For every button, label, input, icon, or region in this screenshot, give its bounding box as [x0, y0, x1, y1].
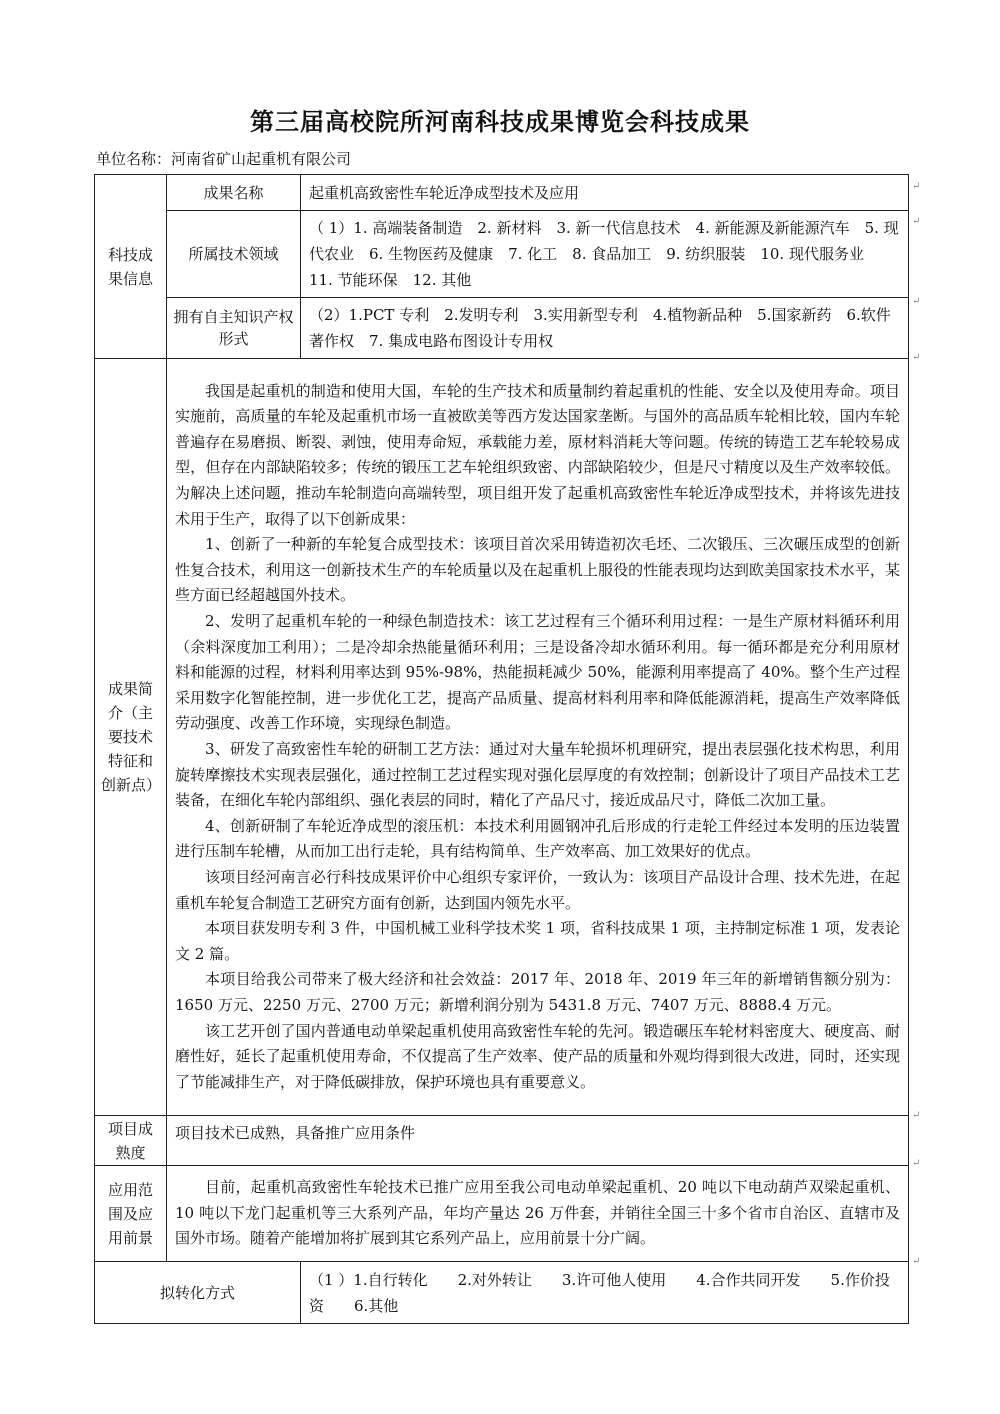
- summary-body: [167, 359, 909, 1116]
- summary-paragraph: 2、发明了起重机车轮的一种绿色制造技术：该工艺过程有三个循环利用过程：一是生产原材料循环利用（余料深度加工利用）；二是冷却余热能量循环利用；三是设备冷却水循环利用。每一循环都是充分利用原材料和能源的过程，材料利用率达到 95%-98%，热能损耗减少 50%，能源利用率提高了 40%。整个生产过程采用数字化智能控制，进一步优化工艺，提高产品质量、提高材料利用率和降低能源消耗，提高生产效率降低劳动强度、改善工作环境，实现绿色制造。: [175, 612, 900, 733]
- summary-paragraph: 本项目给我公司带来了极大经济和社会效益：2017 年、2018 年、2019 年三年的新增销售额分别为：1650 万元、2250 万元、2700 万元；新增利润分别为 5431.8 万元、7407 万元、8888.4 万元。: [175, 970, 900, 1014]
- summary-paragraph: 本项目获发明专利 3 件，中国机械工业科学技术奖 1 项，省科技成果 1 项，主持制定标准 1 项，发表论文 2 篇。: [175, 919, 900, 963]
- unit-label: 单位名称：: [96, 150, 172, 168]
- page-title: 第三届高校院所河南科技成果博览会科技成果: [250, 107, 750, 136]
- row-end-mark: ↵: [912, 352, 921, 363]
- row-end-mark: ↵: [912, 296, 921, 307]
- row-end-mark: ↵: [912, 1256, 921, 1267]
- row-end-mark: ↵: [912, 181, 921, 192]
- unit-line: [96, 148, 351, 169]
- summary-paragraph: 我国是起重机的制造和使用大国，车轮的生产技术和质量制约着起重机的性能、安全以及使用寿命。项目实施前，高质量的车轮及起重机市场一直被欧美等西方发达国家垄断。与国外的高品质车轮相比较，国内车轮普遍存在易磨损、断裂、剥蚀，使用寿命短，承载能力差，原材料消耗大等问题。传统的铸造工艺车轮较易成型，但存在内部缺陷较多；传统的锻压工艺车轮组织致密、内部缺陷较少，但是尺寸精度以及生产效率较低。为解决上述问题，推动车轮制造向高端转型，项目组开发了起重机高致密性车轮近净成型技术，并将该先进技术用于生产，取得了以下创新成果：: [175, 381, 900, 528]
- summary-paragraph: 4、创新研制了车轮近净成型的滚压机：本技术利用圆钢冲孔后形成的行走轮工件经过本发明的压边装置进行压制车轮槽，从而加工出行走轮，具有结构简单、生产效率高、加工效果好的优点。: [175, 816, 900, 861]
- summary-paragraph: 该项目经河南言必行科技成果评价中心组织专家评价，一致认为：该项目产品设计合理、技术先进，在起重机车轮复合制造工艺研究方面有创新，达到国内领先水平。: [175, 867, 900, 912]
- summary-paragraph: 3、研发了高致密性车轮的研制工艺方法：通过对大量车轮损坏机理研究，提出表层强化技术构思，利用旋转摩擦技术实现表层强化，通过控制工艺过程实现对强化层厚度的有效控制；创新设计了项目产品技术工艺装备，在细化车轮内部组织、强化表层的同时，精化了产品尺寸，接近成品尺寸，降低二次加工量。: [175, 740, 900, 810]
- achievement-name-value: 起重机高致密性车轮近净成型技术及应用: [301, 175, 909, 211]
- tech-field-value: （ 1）1. 高端装备制造 2. 新材料 3. 新一代信息技术 4. 新能源及新能源汽车 5. 现代农业 6. 生物医药及健康 7. 化工 8. 食品加工 9. 纺织服装 10. 现代服务业 11. 节能环保 12. 其他: [301, 211, 909, 298]
- summary-paragraph: 该工艺开创了国内普通电动单梁起重机使用高致密性车轮的先河。锻造碾压车轮材料密度大、硬度高、耐磨性好，延长了起重机使用寿命，不仅提高了生产效率、使产品的质量和外观均得到很大改进，同时，还实现了节能减排生产，对于降低碳排放，保护环境也具有重要意义。: [175, 1021, 900, 1091]
- summary-paragraph: 1、创新了一种新的车轮复合成型技术：该项目首次采用铸造初次毛坯、二次锻压、三次碾压成型的创新性复合技术，利用这一创新技术生产的车轮质量以及在起重机上服役的性能表现均达到欧美国家技术水平，某些方面已经超越国外技术。: [175, 535, 900, 605]
- achievement-form: [94, 174, 909, 1324]
- unit-value: 河南省矿山起重机有限公司: [171, 150, 352, 168]
- row-end-mark: ↵: [912, 1110, 921, 1121]
- section-maturity-label: 项目成熟度: [95, 1116, 167, 1166]
- transfer-value: （1 ）1.自行转化 2.对外转让 3.许可他人使用 4.合作共同开发 5.作价投资 6.其他: [301, 1262, 909, 1324]
- row-end-mark: ↵: [912, 1158, 921, 1169]
- section-summary-label: 成果简介（主要技术特征和创新点）: [95, 359, 167, 1116]
- tech-field-label: 所属技术领域: [167, 211, 301, 298]
- maturity-value: 项目技术已成熟，具备推广应用条件: [167, 1116, 909, 1166]
- row-end-mark: ↵: [912, 216, 921, 227]
- section-tech-info-label: 科技成果信息: [95, 175, 167, 359]
- ip-form-value: （2）1.PCT 专利 2.发明专利 3.实用新型专利 4.植物新品种 5.国家新药 6.软件著作权 7. 集成电路布图设计专用权: [301, 298, 909, 359]
- section-transfer-label: 拟转化方式: [95, 1262, 301, 1324]
- ip-form-label: 拥有自主知识产权形式: [167, 298, 301, 359]
- section-application-label: 应用范围及应用前景: [95, 1166, 167, 1262]
- application-value: 目前，起重机高致密性车轮技术已推广应用至我公司电动单梁起重机、20 吨以下电动葫芦双梁起重机、10 吨以下龙门起重机等三大系列产品，年均产量达 26 万件套，并销往全国三十多个省市自治区、直辖市及国外市场。随着产能增加将扩展到其它系列产品上，应用前景十分广阔。: [167, 1166, 909, 1262]
- achievement-name-label: 成果名称: [167, 175, 301, 211]
